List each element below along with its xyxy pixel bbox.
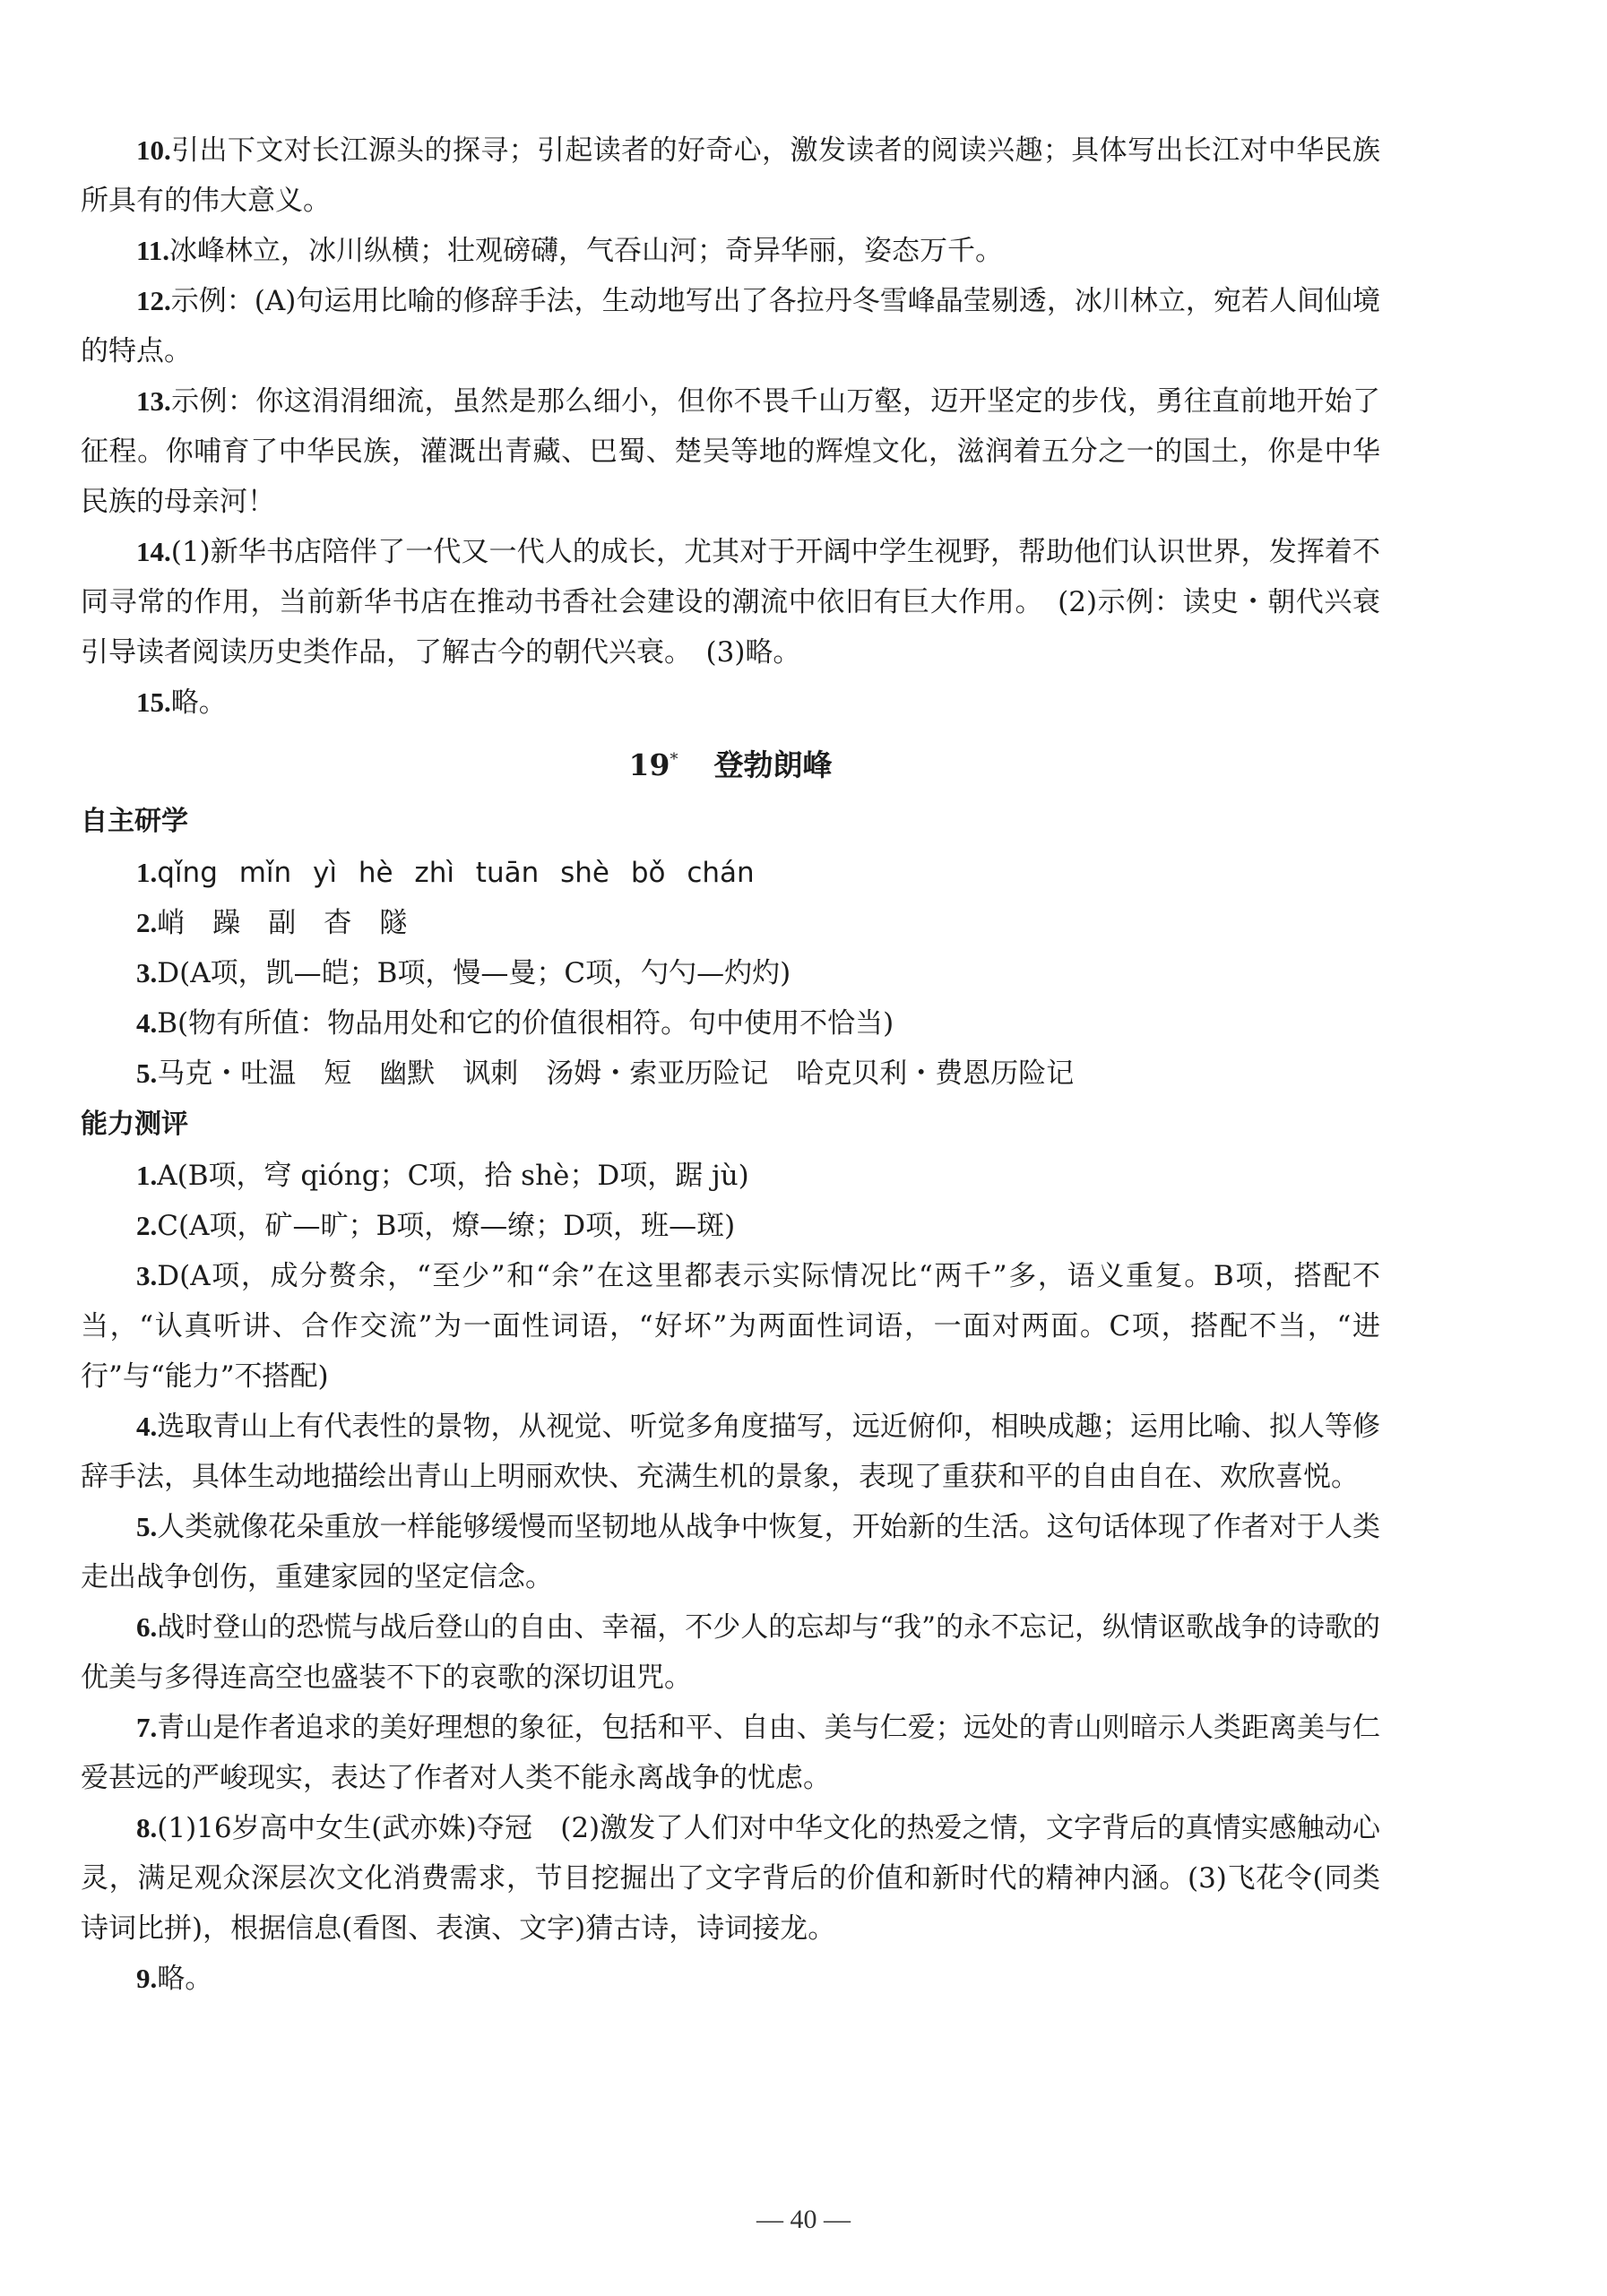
- item-number: 4.: [136, 1411, 158, 1442]
- answer-item: [81, 527, 1408, 678]
- answer-item: [81, 1602, 1380, 1703]
- item-number: 1.: [136, 857, 158, 888]
- answer-item: [81, 1402, 1380, 1502]
- answer-item: [81, 1954, 1380, 2004]
- item-text: 略。: [157, 1963, 213, 1995]
- item-number: 1.: [136, 1160, 158, 1191]
- item-text: 选取青山上有代表性的景物，从视觉、听觉多角度描写，远近俯仰，相映成趣；运用比喻、拟人等修辞手法，具体生动地描绘出青山上明丽欢快、充满生机的景象，表现了重获和平的自由自在、欢欣喜悦。: [81, 1411, 1380, 1493]
- item-number: 2.: [136, 907, 158, 938]
- item-number: 5.: [136, 1057, 158, 1089]
- lesson-title-text: 登勃朗峰: [713, 747, 833, 782]
- item-number: 2.: [136, 1210, 158, 1241]
- item-number: 7.: [136, 1712, 158, 1743]
- item-text: qǐng mǐn yì hè zhì tuān shè bǒ chán: [157, 857, 755, 889]
- answer-item: [81, 1151, 1380, 1201]
- answer-item: [81, 1502, 1380, 1602]
- item-text: 峭 躁 副 杳 隧: [157, 907, 408, 939]
- answer-item: [81, 125, 1380, 226]
- item-number: 6.: [136, 1611, 158, 1643]
- item-number: 9.: [136, 1963, 158, 1994]
- item-text: 青山是作者追求的美好理想的象征，包括和平、自由、美与仁爱；远处的青山则暗示人类距离美与仁爱甚远的严峻现实，表达了作者对人类不能永离战争的忧虑。: [81, 1712, 1380, 1794]
- item-text: 引出下文对长江源头的探寻；引起读者的好奇心，激发读者的阅读兴趣；具体写出长江对中华民族所具有的伟大意义。: [81, 134, 1380, 217]
- item-number: 10.: [136, 134, 171, 166]
- page-number: — 40 —: [756, 2205, 851, 2234]
- answer-item: [81, 1803, 1380, 1954]
- answer-item: [81, 1251, 1380, 1402]
- item-text: 示例：(A)句运用比喻的修辞手法，生动地写出了各拉丹冬雪峰晶莹剔透，冰川林立，宛若人间仙境的特点。: [81, 285, 1380, 367]
- lesson-mark: *: [670, 750, 678, 769]
- item-number: 8.: [136, 1812, 158, 1843]
- item-number: 5.: [136, 1511, 158, 1542]
- answer-item: [81, 376, 1380, 527]
- answer-item: [81, 848, 1380, 898]
- item-number: 12.: [136, 285, 171, 316]
- item-text: C(A项，矿—旷；B项，燎—缭；D项，班—斑): [157, 1210, 736, 1242]
- section-heading-self-study: 自主研学: [81, 806, 188, 837]
- lesson-number: 19: [628, 747, 670, 782]
- answer-item: [81, 998, 1380, 1049]
- answer-item: [81, 898, 1380, 948]
- item-text: 略。: [170, 686, 227, 719]
- item-text: 示例：你这涓涓细流，虽然是那么细小，但你不畏千山万壑，迈开坚定的步伐，勇往直前地开始了征程。你哺育了中华民族，灌溉出青藏、巴蜀、楚吴等地的辉煌文化，滋润着五分之一的国土，你是中华民族的母亲河！: [81, 385, 1380, 518]
- item-text: (1)新华书店陪伴了一代又一代人的成长，尤其对于开阔中学生视野，帮助他们认识世界，发挥着不同寻常的作用，当前新华书店在推动书香社会建设的潮流中依旧有巨大作用。 (2)示例：读史・朝代兴衰 引导读者阅读历史类作品，了解古今的朝代兴衰。 (3)略。: [81, 536, 1408, 669]
- item-number: 3.: [136, 957, 158, 988]
- lesson-title: [81, 733, 1380, 792]
- item-text: (1)16岁高中女生(武亦姝)夺冠 (2)激发了人们对中华文化的热爱之情，文字背后的真情实感触动心灵，满足观众深层次文化消费需求，节目挖掘出了文字背后的价值和新时代的精神内涵。(3)飞花令(同类诗词比拼)，根据信息(看图、表演、文字)猜古诗，诗词接龙。: [81, 1812, 1380, 1945]
- item-number: 11.: [136, 235, 170, 266]
- answer-item: [81, 276, 1380, 376]
- answer-item: [81, 1049, 1380, 1099]
- item-number: 3.: [136, 1260, 158, 1291]
- item-text: 马克・吐温 短 幽默 讽刺 汤姆・索亚历险记 哈克贝利・费恩历险记: [157, 1057, 1075, 1090]
- answer-item: [81, 678, 1380, 728]
- item-text: A(B项，穹 qióng；C项，拾 shè；D项，踞 jù): [157, 1160, 749, 1192]
- item-number: 15.: [136, 686, 171, 718]
- item-text: 人类就像花朵重放一样能够缓慢而坚韧地从战争中恢复，开始新的生活。这句话体现了作者对于人类走出战争创伤，重建家园的坚定信念。: [81, 1511, 1380, 1593]
- answer-item: [81, 948, 1380, 998]
- item-text: 冰峰林立，冰川纵横；壮观磅礴，气吞山河；奇异华丽，姿态万千。: [169, 235, 1004, 267]
- item-number: 13.: [136, 385, 171, 417]
- answer-item: [81, 1201, 1380, 1251]
- answer-item: [81, 226, 1380, 276]
- item-text: D(A项，成分赘余，“至少”和“余”在这里都表示实际情况比“两千”多，语义重复。B项，搭配不当，“认真听讲、合作交流”为一面性词语，“好坏”为两面性词语，一面对两面。C项，搭配不当，“进行”与“能力”不搭配): [81, 1260, 1380, 1393]
- item-text: 战时登山的恐慌与战后登山的自由、幸福，不少人的忘却与“我”的永不忘记，纵情讴歌战争的诗歌的优美与多得连高空也盛装不下的哀歌的深切诅咒。: [81, 1611, 1380, 1694]
- answer-item: [81, 1703, 1380, 1803]
- section-heading-assessment: 能力测评: [81, 1109, 188, 1140]
- item-number: 4.: [136, 1007, 158, 1039]
- page-body: [81, 125, 1408, 2004]
- item-text: D(A项，凯—皑；B项，慢—曼；C项，勺勺—灼灼): [157, 957, 791, 989]
- item-number: 14.: [136, 536, 171, 567]
- item-text: B(物有所值：物品用处和它的价值很相符。句中使用不恰当): [157, 1007, 894, 1040]
